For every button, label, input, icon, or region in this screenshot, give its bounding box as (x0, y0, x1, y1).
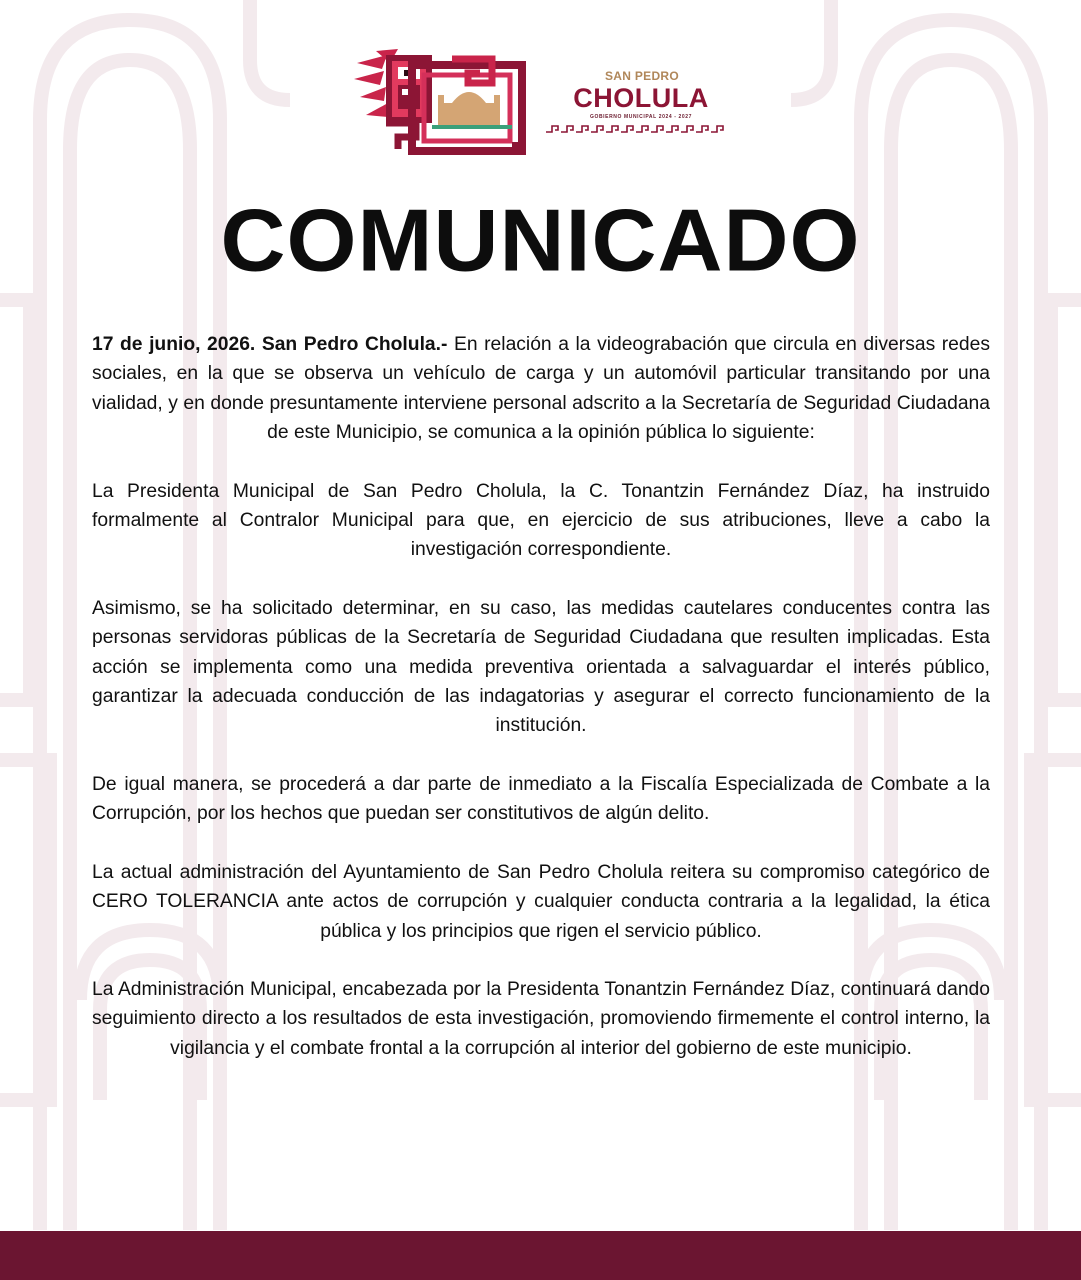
aztec-emblem-icon (352, 45, 532, 157)
brand-name: CHOLULA (573, 83, 709, 113)
brand-small-text: SAN PEDRO (604, 69, 680, 83)
paragraph-2: La Presidenta Municipal de San Pedro Cholula, la C. Tonantzin Fernández Díaz, ha instruido formalmente al Contralor Municipal para que, en ejercicio de sus atribuciones, lleve a cabo la investigación correspondiente. (92, 480, 990, 561)
paragraph-6: La Administración Municipal, encabezada por la Presidenta Tonantzin Fernández Díaz, continuará dando seguimiento directo a los resultados de esta investigación, promoviendo firmemente el control interno, la vigilancia y el combate frontal a la corrupción al interior del gobierno de este municipio. (92, 978, 990, 1059)
greek-fret-border-icon (546, 124, 726, 133)
page-title: COMUNICADO (220, 192, 861, 291)
paragraph-1 (92, 330, 990, 448)
brand-subtitle: GOBIERNO MUNICIPAL 2024 - 2027 (589, 114, 692, 120)
municipal-logo (352, 45, 732, 160)
paragraph-5: La actual administración del Ayuntamiento de San Pedro Cholula reitera su compromiso categórico de CERO TOLERANCIA ante actos de corrupción y cualquier conducta contraria a la legalidad, la ética pública y los principios que rigen el servicio público. (92, 861, 990, 942)
paragraph-3: Asimismo, se ha solicitado determinar, en su caso, las medidas cautelares conducentes contra las personas servidoras públicas de la Secretaría de Seguridad Ciudadana que resulten implicadas. Esta acción se implementa como una medida preventiva orientada a salvaguardar el interés público, garantizar la adecuada conducción de las indagatorias y asegurar el correcto funcionamiento de la institución. (92, 597, 990, 737)
communique-body (92, 330, 990, 1092)
paragraph-4: De igual manera, se procederá a dar parte de inmediato a la Fiscalía Especializada de Combate a la Corrupción, por los hechos que puedan ser constitutivos de algún delito. (92, 773, 990, 825)
footer-bar (0, 1231, 1081, 1280)
paragraph-1-text: En relación a la videograbación que circula en diversas redes sociales, en la que se observa un vehículo de carga y un automóvil particular transitando por una vialidad, y en donde presuntamente interviene personal adscrito a la Secretaría de Seguridad Ciudadana de este Municipio, se comunica a la opinión pública lo siguiente: (92, 334, 990, 444)
date-lead: 17 de junio, 2026. San Pedro Cholula.- (92, 334, 448, 355)
